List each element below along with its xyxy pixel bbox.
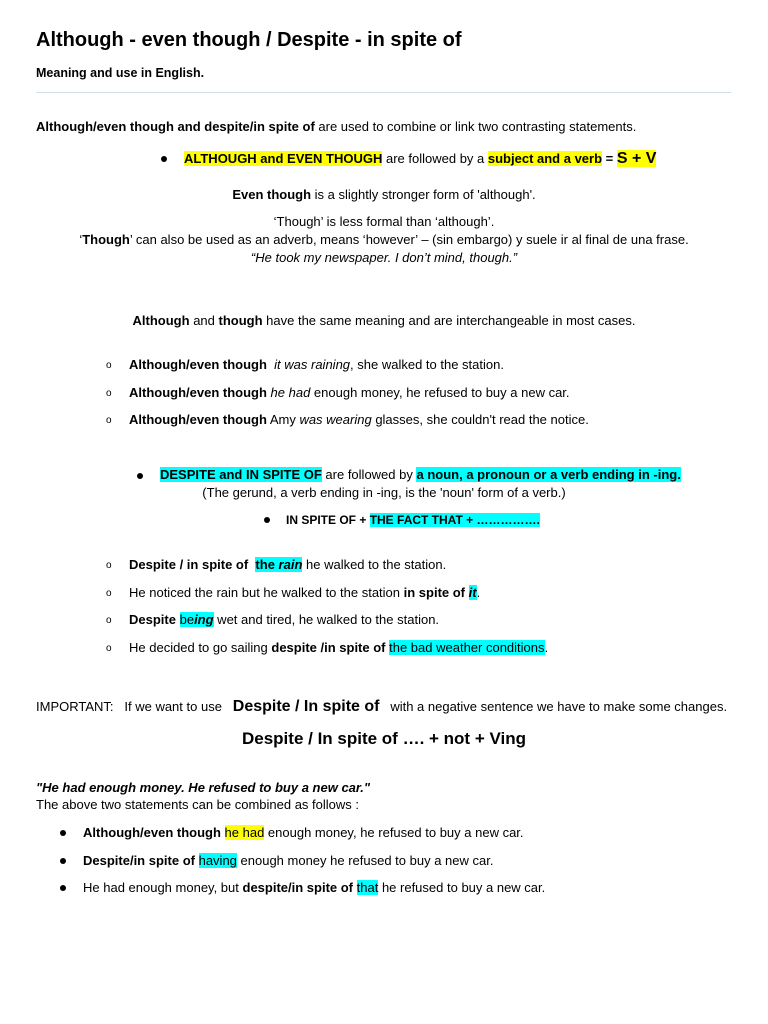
example-text: , she walked to the station. — [350, 357, 504, 372]
example-1 — [129, 357, 504, 373]
despite-in-spite-big: Despite / In spite of — [232, 698, 380, 715]
despite-example-3 — [129, 612, 439, 628]
circle-bullet: o — [106, 643, 112, 654]
despite-highlight: DESPITE and IN SPITE OF — [160, 467, 322, 482]
same-meaning-note — [0, 313, 768, 329]
even-though-text: is a slightly stronger form of 'although'. — [311, 187, 536, 202]
important-label: IMPORTANT: — [36, 699, 114, 714]
period: . — [544, 640, 549, 655]
bullet-dot — [264, 517, 270, 523]
rain-word: rain — [278, 557, 303, 572]
intro-paragraph — [36, 119, 636, 135]
example-text: He noticed the rain but he walked to the station — [129, 585, 404, 600]
though-example — [0, 250, 768, 266]
be-part: be — [179, 612, 195, 627]
though-example-quote: “He took my newspaper. I don’t mind, though.” — [250, 250, 518, 265]
page-title: Although - even though / Despite - in spite of — [36, 29, 462, 51]
adverb-quote-open: ‘ — [79, 232, 83, 247]
combine-text: He had enough money, but — [83, 880, 243, 895]
same-bold-1: Although — [132, 313, 190, 328]
bullet-dot — [161, 156, 167, 162]
the-rain-highlight — [255, 557, 302, 572]
circle-bullet: o — [106, 588, 112, 599]
page-subtitle: Meaning and use in English. — [36, 66, 205, 80]
sv-formula: S + V — [616, 150, 657, 167]
circle-bullet: o — [106, 388, 112, 399]
equals-sign: = — [602, 151, 617, 166]
in-spite-of-fact-rule — [286, 512, 540, 528]
divider — [36, 92, 731, 93]
example-bold: despite /in spite of — [271, 640, 386, 655]
it-highlight: it — [468, 585, 477, 600]
despite-example-2 — [129, 585, 480, 601]
though-formal-note: ‘Though’ is less formal than ‘although’. — [273, 214, 495, 229]
circle-bullet: o — [106, 415, 112, 426]
example-bold: Although/even though — [129, 357, 267, 372]
example-bold: Although/even though — [129, 385, 267, 400]
although-rule — [184, 150, 656, 168]
period: . — [476, 585, 481, 600]
example-bold: in spite of — [403, 585, 466, 600]
combine-text: he refused to buy a new car. — [378, 880, 546, 895]
although-highlight: ALTHOUGH and EVEN THOUGH — [184, 151, 383, 166]
despite-rule — [160, 467, 681, 483]
example-bold: Although/even though — [129, 412, 267, 427]
though-adverb-note — [0, 232, 768, 248]
circle-bullet: o — [106, 560, 112, 571]
important-note — [36, 698, 727, 716]
example-text: Amy — [266, 412, 300, 427]
adverb-note-text: ’ can also be used as an adverb, means ‘however’ – (sin embargo) y suele ir al final de una frase. — [129, 232, 689, 247]
combine-quote — [36, 780, 370, 796]
same-text-1: and — [189, 313, 219, 328]
combine-item-2 — [83, 853, 493, 869]
in-spite-of-bold: IN SPITE OF + — [286, 513, 370, 527]
combine-bold: despite/in spite of — [242, 880, 354, 895]
intro-text: are used to combine or link two contrasting statements. — [314, 119, 637, 134]
though-bold: Though — [82, 232, 130, 247]
bad-weather-highlight: the bad weather conditions — [389, 640, 545, 655]
combine-item-1 — [83, 825, 524, 841]
even-though-bold: Even though — [232, 187, 312, 202]
negative-formula: Despite / In spite of …. + not + Ving — [241, 729, 526, 748]
circle-bullet: o — [106, 360, 112, 371]
combine-text: enough money he refused to buy a new car. — [236, 853, 494, 868]
example-italic: he had — [270, 385, 311, 400]
important-text-2: with a negative sentence we have to make some changes. — [390, 699, 728, 714]
example-bold: Despite — [129, 612, 176, 627]
subject-verb-highlight: subject and a verb — [487, 151, 603, 166]
having-highlight: having — [198, 853, 237, 868]
despite-example-1 — [129, 557, 446, 573]
combine-bold: Although/even though — [83, 825, 221, 840]
circle-bullet: o — [106, 615, 112, 626]
example-text: wet and tired, he walked to the station. — [213, 612, 440, 627]
bullet-dot — [60, 830, 66, 836]
ing-part: ing — [194, 612, 214, 627]
he-had-highlight: he had — [224, 825, 265, 840]
same-bold-2: though — [218, 313, 263, 328]
example-italic: it was raining — [274, 357, 351, 372]
bullet-dot — [137, 473, 143, 479]
bullet-dot — [60, 885, 66, 891]
important-text-1: If we want to use — [124, 699, 222, 714]
combine-text: enough money, he refused to buy a new car. — [264, 825, 524, 840]
example-2 — [129, 385, 570, 401]
bullet-dot — [60, 858, 66, 864]
combine-bold: Despite/in spite of — [83, 853, 195, 868]
combine-item-3 — [83, 880, 545, 896]
despite-rule-text: are followed by — [321, 467, 417, 482]
intro-bold: Although/even though and despite/in spite of — [36, 119, 315, 134]
combine-intro: The above two statements can be combined as follows : — [36, 797, 360, 812]
being-highlight — [180, 612, 214, 627]
example-text: he walked to the station. — [302, 557, 447, 572]
example-text: enough money, he refused to buy a new car. — [310, 385, 570, 400]
although-rule-text: are followed by a — [382, 151, 488, 166]
example-text: He decided to go sailing — [129, 640, 272, 655]
the-word: the — [255, 557, 279, 572]
combine-quote-text: "He had enough money. He refused to buy a new car." — [36, 780, 371, 795]
same-text-2: have the same meaning and are interchangeable in most cases. — [262, 313, 636, 328]
gerund-note: (The gerund, a verb ending in -ing, is the 'noun' form of a verb.) — [202, 485, 566, 500]
even-though-note — [0, 187, 768, 203]
noun-pronoun-highlight: a noun, a pronoun or a verb ending in -ing. — [416, 467, 681, 482]
example-bold: Despite / in spite of — [129, 557, 249, 572]
example-italic: was wearing — [299, 412, 372, 427]
fact-that-highlight: THE FACT THAT + ……………. — [369, 513, 540, 527]
example-3 — [129, 412, 589, 428]
that-highlight: that — [356, 880, 379, 895]
despite-example-4 — [129, 640, 548, 656]
example-text: glasses, she couldn't read the notice. — [371, 412, 589, 427]
